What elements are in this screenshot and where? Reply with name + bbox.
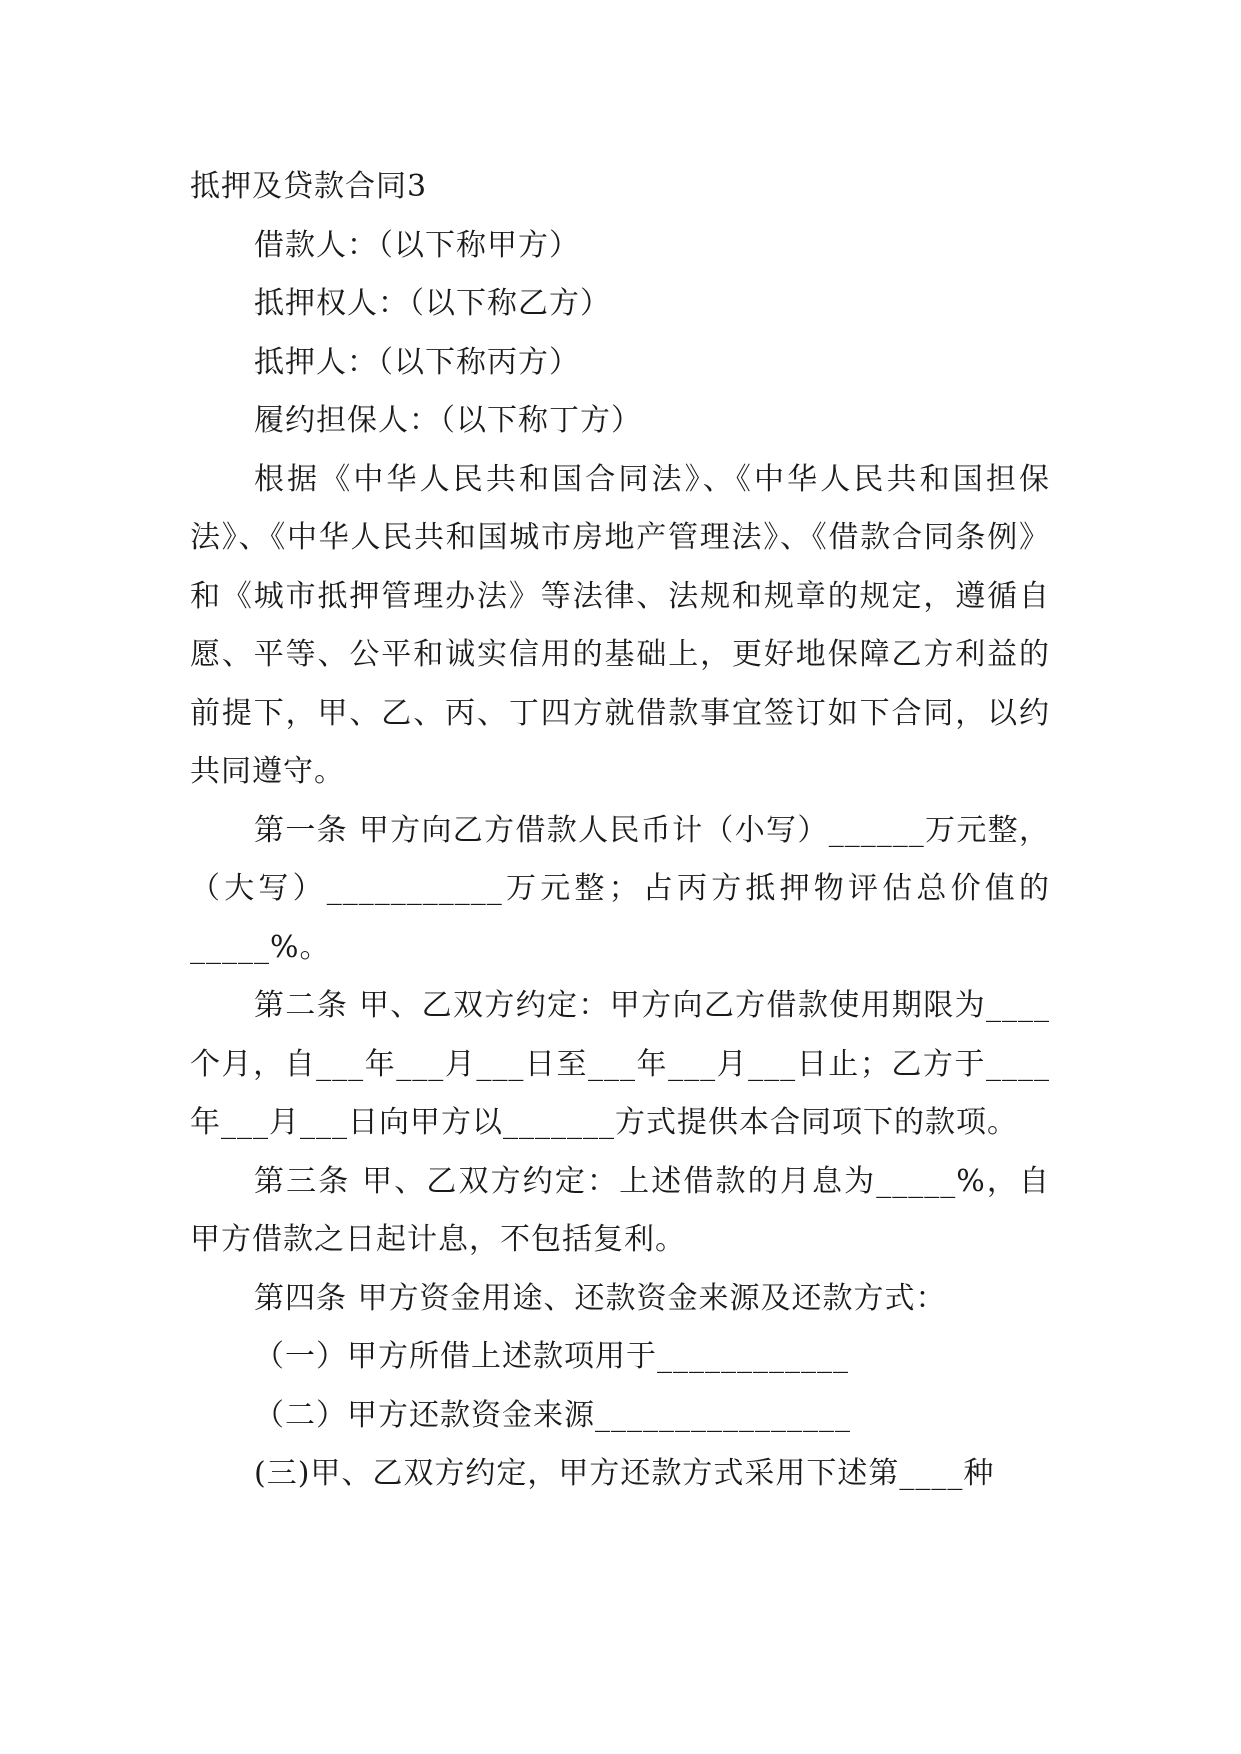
article-4-item-3: (三)甲、乙双方约定，甲方还款方式采用下述第____种 xyxy=(254,1456,995,1491)
party-borrower: 借款人：（以下称甲方） xyxy=(254,227,580,263)
document-title: 抵押及贷款合同3 xyxy=(190,169,428,204)
article-3: 第三条 甲、乙双方约定：上述借款的月息为_____%，自甲方借款之日起计息，不包括复利。 xyxy=(190,1163,1050,1257)
article-4-item-1: （一）甲方所借上述款项用于____________ xyxy=(254,1339,849,1374)
party-guarantor: 履约担保人：（以下称丁方） xyxy=(254,403,642,438)
article-2: 第二条 甲、乙双方约定：甲方向乙方借款使用期限为____个月，自___年___月___日至___年___月___日止；乙方于____年___月___日向甲方以_______方式提供本合同项下的款项。 xyxy=(190,988,1050,1140)
article-1: 第一条 甲方向乙方借款人民币计（小写）______万元整，（大写）___________万元整；占丙方抵押物评估总价值的_____%。 xyxy=(190,812,1050,965)
article-4-item-2: （二）甲方还款资金来源________________ xyxy=(254,1397,851,1433)
contract-page xyxy=(190,158,1050,1504)
preamble-paragraph: 根据《中华人民共和国合同法》、《中华人民共和国担保法》、《中华人民共和国城市房地产管理法》、《借款合同条例》和《城市抵押管理办法》等法律、法规和规章的规定，遵循自愿、平等、公平和诚实信用的基础上，更好地保障乙方利益的前提下，甲、乙、丙、丁四方就借款事宜签订如下合同，以约共同遵守。 xyxy=(190,461,1050,789)
party-mortgagor: 抵押人：（以下称丙方） xyxy=(254,344,580,380)
article-4-heading: 第四条 甲方资金用途、还款资金来源及还款方式： xyxy=(254,1280,947,1316)
party-mortgagee: 抵押权人：（以下称乙方） xyxy=(254,286,611,321)
